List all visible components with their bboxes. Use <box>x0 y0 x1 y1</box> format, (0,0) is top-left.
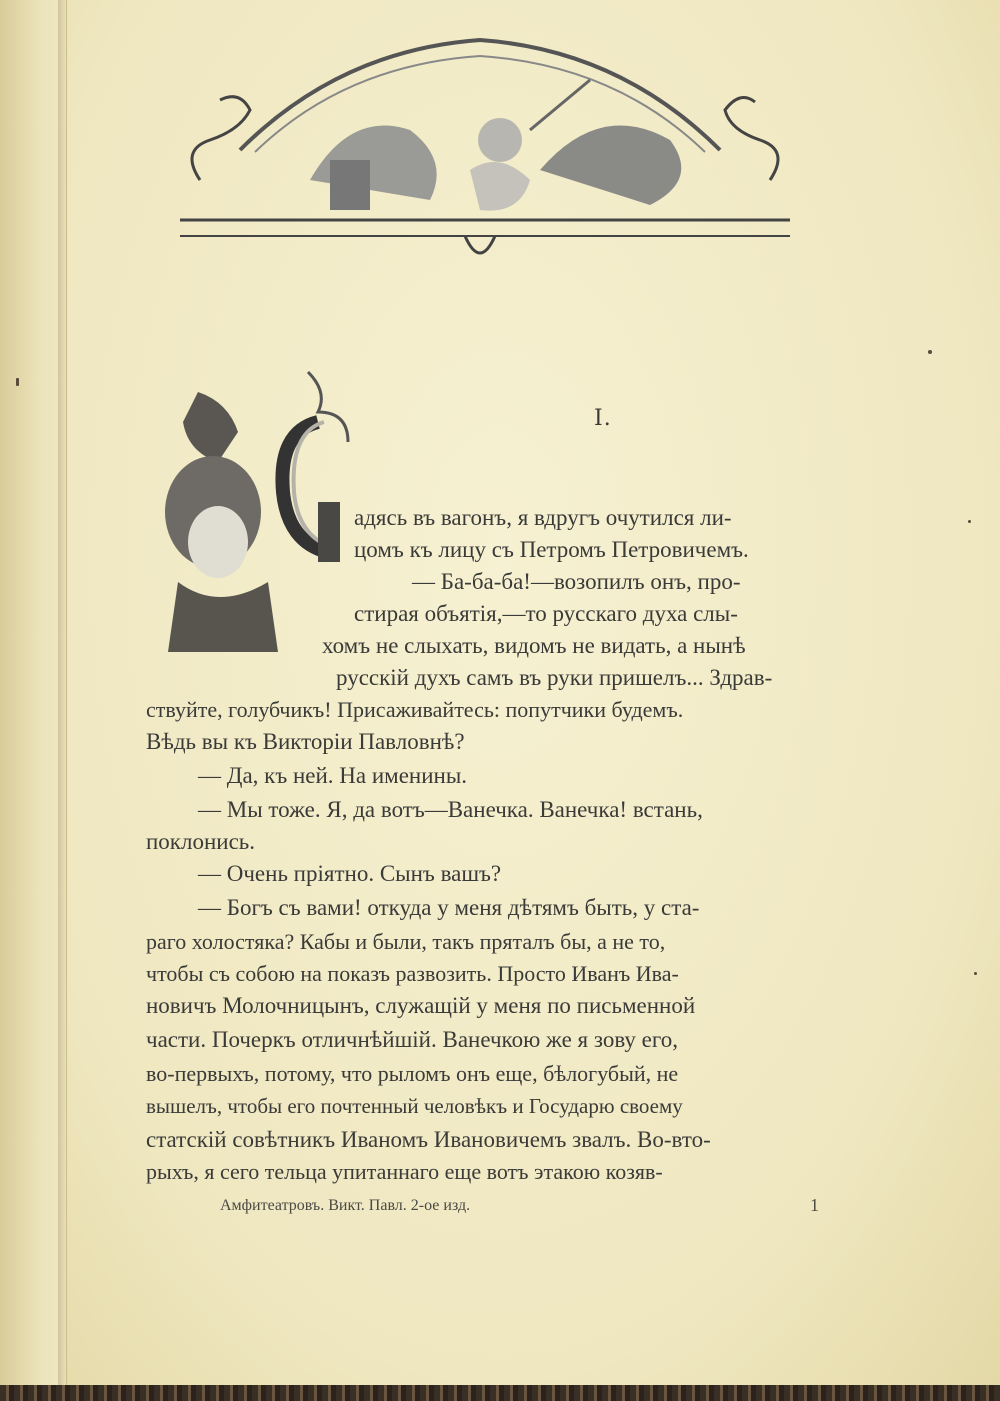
footer-signature: Амфитеатровъ. Викт. Павл. 2-ое изд. <box>220 1197 471 1214</box>
text-line: рыхъ, я сего тельца упитаннаго еще вотъ этакою козяв- <box>146 1159 663 1184</box>
chapter-number: I. <box>594 406 612 431</box>
text-line: хомъ не слыхать, видомъ не видать, а нынѣ <box>322 633 746 658</box>
text-line: — Да, къ ней. На именины. <box>198 763 468 788</box>
spine-shadow <box>58 0 68 1385</box>
text-line: — Богъ съ вами! откуда у меня дѣтямъ быть, у ста- <box>198 895 700 920</box>
ink-speck <box>16 378 19 386</box>
text-line: части. Почеркъ отличнѣйшій. Ванечкою же я зову его, <box>146 1027 678 1052</box>
text-line: цомъ къ лицу съ Петромъ Петровичемъ. <box>354 537 749 562</box>
headpiece-ornament <box>180 30 790 270</box>
dropcap-illustration <box>158 352 358 672</box>
text-line: русскій духъ самъ въ руки пришелъ... Здрав- <box>336 665 773 690</box>
ink-speck <box>974 972 977 975</box>
page-number: 1 <box>810 1195 819 1215</box>
ink-speck <box>928 350 932 354</box>
text-line: стирая объятія,—то русскаго духа слы- <box>354 601 738 626</box>
text-line: адясь въ вагонъ, я вдругъ очутился ли- <box>354 505 732 530</box>
page-gutter <box>0 0 67 1385</box>
text-line: статскій совѣтникъ Иваномъ Ивановичемъ звалъ. Во-вто- <box>146 1127 711 1152</box>
text-line: — Очень пріятно. Сынъ вашъ? <box>198 861 502 886</box>
text-line: ствуйте, голубчикъ! Присаживайтесь: попутчики будемъ. <box>146 697 684 722</box>
text-line: вышелъ, чтобы его почтенный человѣкъ и Государю своему <box>146 1094 683 1118</box>
text-line: — Ба-ба-ба!—возопилъ онъ, про- <box>412 569 741 594</box>
text-line: новичъ Молочницынъ, служащій у меня по письменной <box>146 993 696 1018</box>
text-line: раго холостяка? Кабы и были, такъ пряталъ бы, а не то, <box>146 929 666 954</box>
text-line: чтобы съ собою на показъ развозить. Просто Иванъ Ива- <box>146 961 679 986</box>
text-line: Вѣдь вы къ Викторіи Павловнѣ? <box>146 729 465 754</box>
ink-speck <box>968 520 971 523</box>
text-line: — Мы тоже. Я, да вотъ—Ванечка. Ванечка! встань, <box>198 797 703 822</box>
text-line: во-первыхъ, потому, что рыломъ онъ еще, бѣлогубый, не <box>146 1061 679 1086</box>
text-line: поклонись. <box>146 829 256 854</box>
book-edge <box>0 1385 1000 1401</box>
